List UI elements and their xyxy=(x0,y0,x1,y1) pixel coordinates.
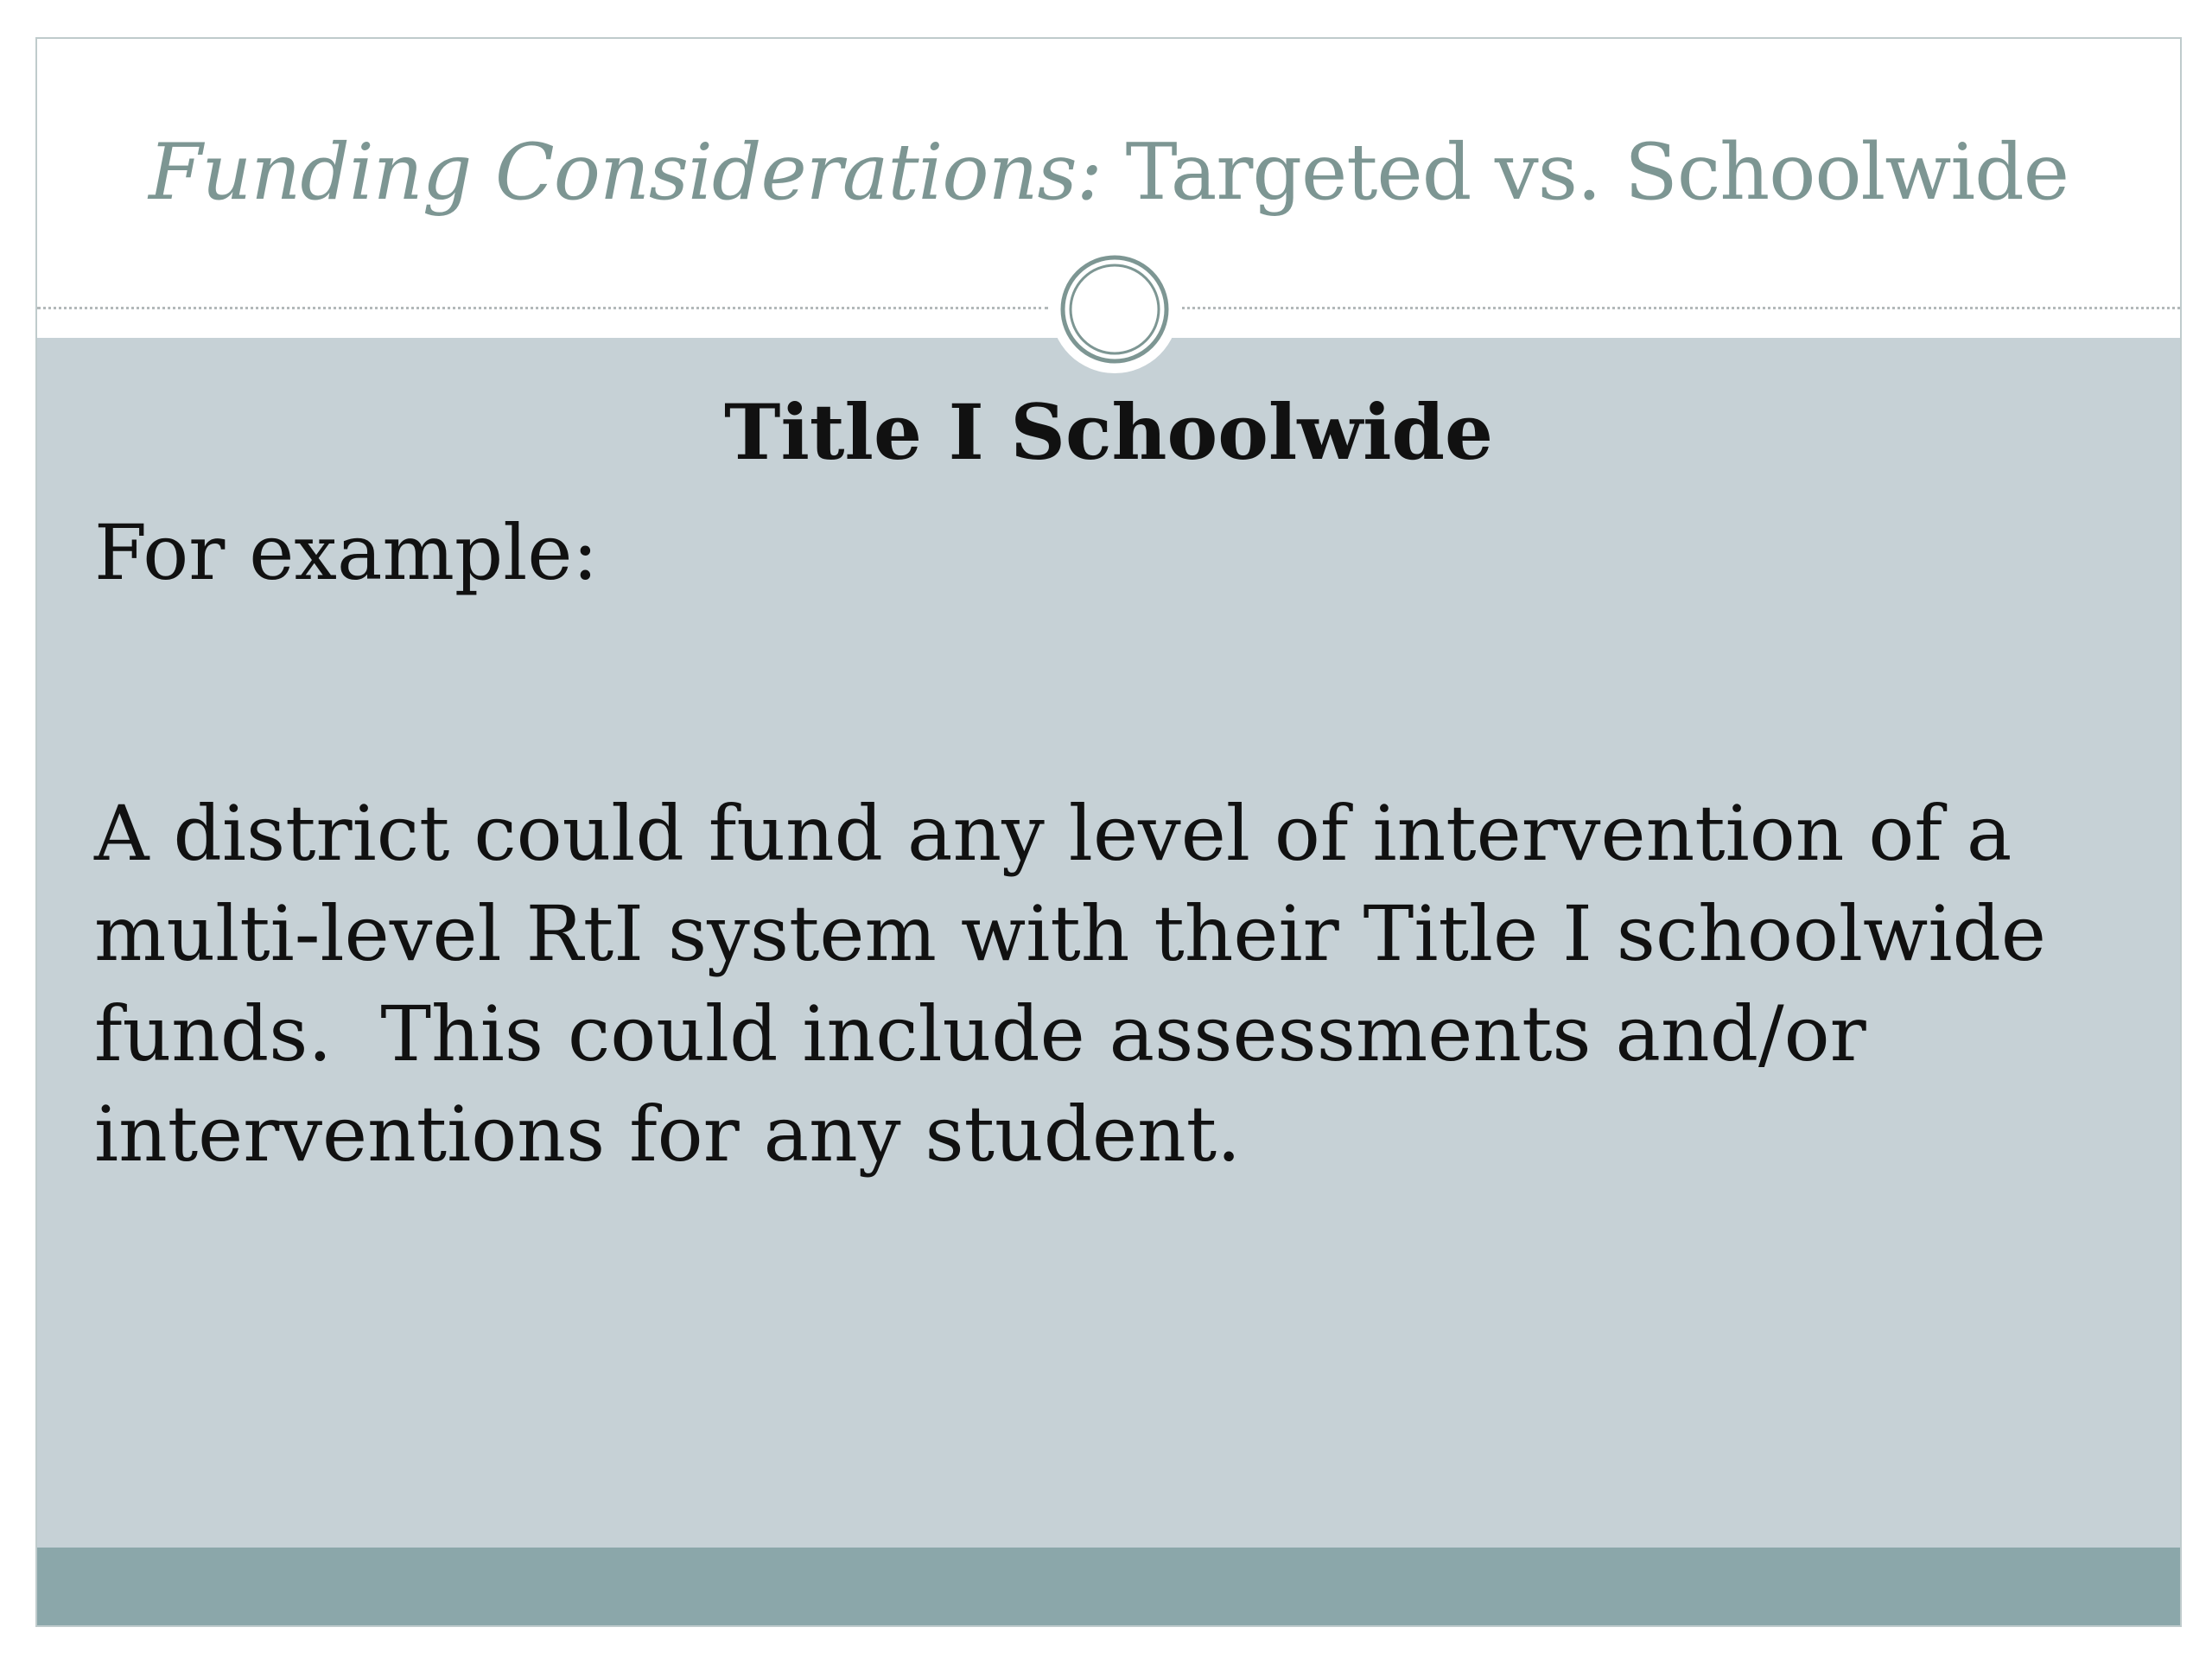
paragraph-line: A district could fund any level of intervention of a xyxy=(94,789,2012,878)
paragraph-line: multi-level RtI system with their Title I schoolwide xyxy=(94,889,2046,978)
footer-bar xyxy=(37,1548,2180,1627)
divider-left xyxy=(37,307,1048,309)
slide-title-regular: Targeted vs. Schoolwide xyxy=(1102,127,2069,218)
body-paragraph xyxy=(94,784,2133,1185)
slide xyxy=(35,37,2182,1627)
circle-ornament-icon xyxy=(1050,245,1179,374)
section-heading: Title I Schoolwide xyxy=(723,387,1494,477)
paragraph-line: interventions for any student. xyxy=(94,1090,1242,1179)
intro-text: For example: xyxy=(94,508,599,597)
slide-title-italic: Funding Considerations: xyxy=(148,127,1103,218)
slide-title xyxy=(37,125,2180,220)
divider-right xyxy=(1182,307,2180,309)
paragraph-line: funds. This could include assessments and/or xyxy=(94,989,1866,1078)
